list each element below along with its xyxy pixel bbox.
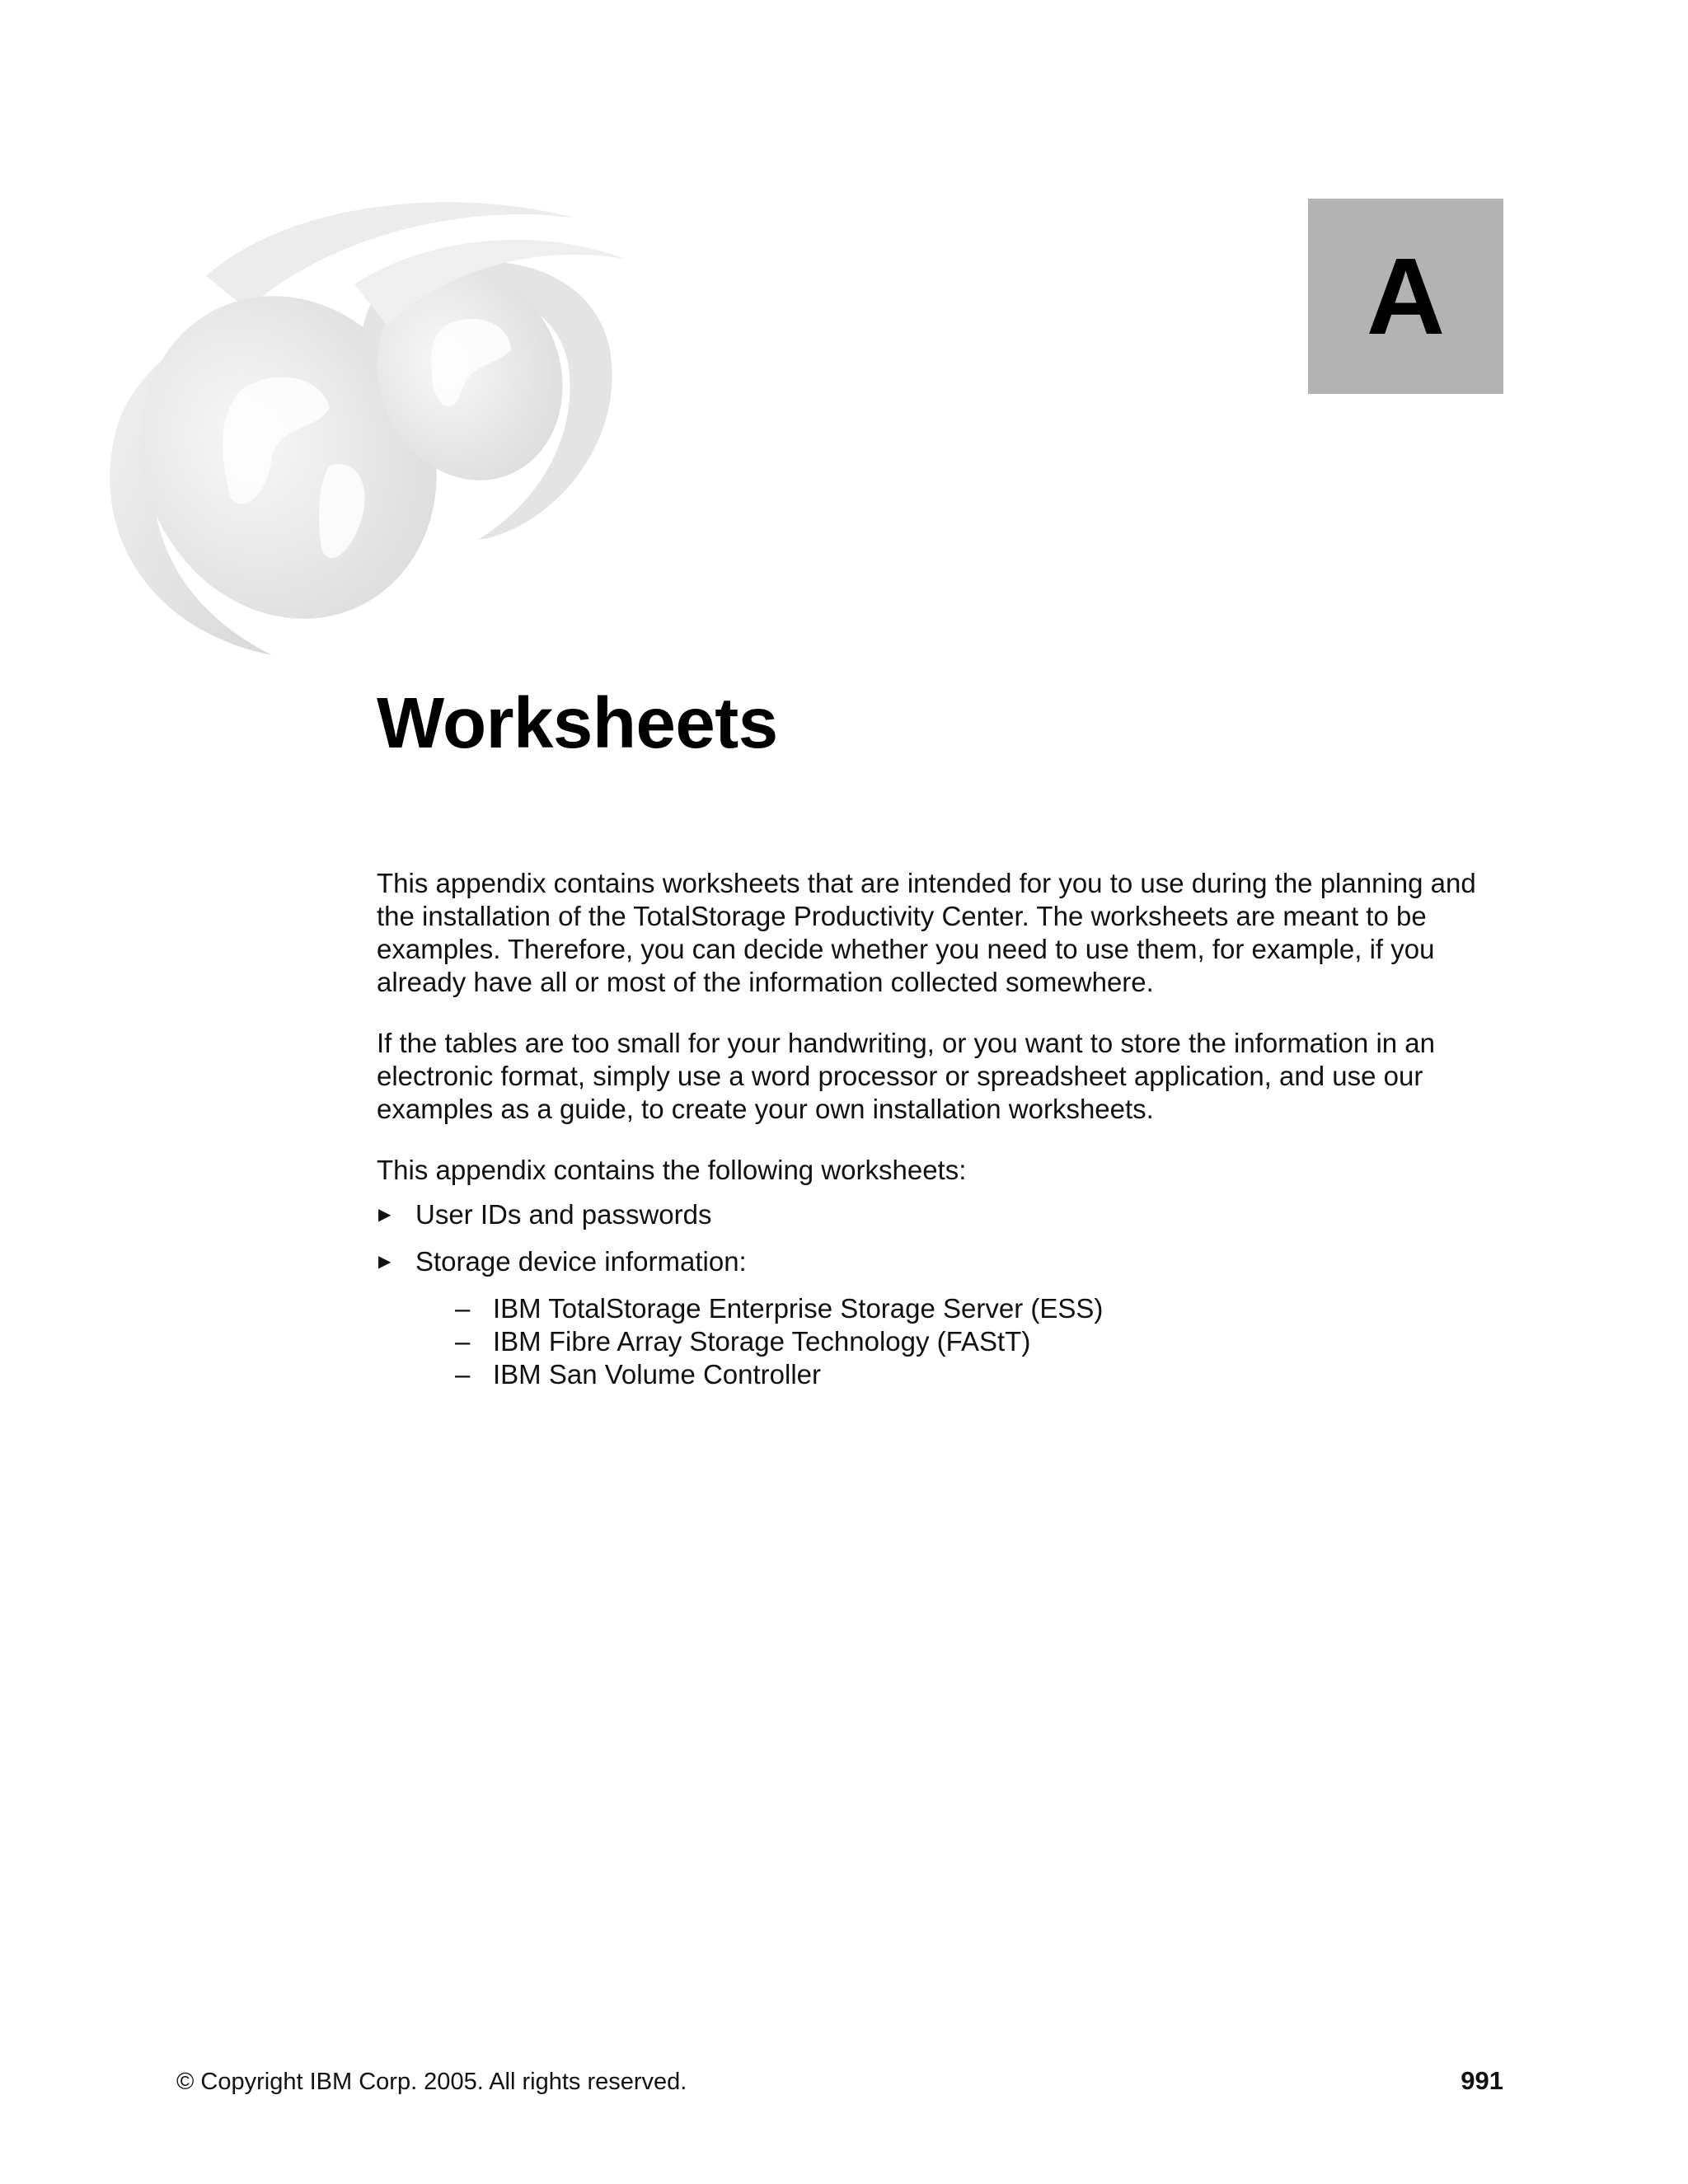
list-item-label: Storage device information: — [415, 1246, 747, 1277]
sublist-item — [455, 1358, 1514, 1391]
triangle-right-icon: ▶ — [378, 1206, 392, 1224]
intro-paragraph-1: This appendix contains worksheets that are intended for you to use during the planning and the installation of the TotalStorage Productivity Center. The worksheets are meant to be examples. Therefore, you can decide whether you need to use them, for example, if you already have all or most of the information collected somewhere. — [377, 868, 1476, 997]
triangle-right-icon: ▶ — [378, 1253, 392, 1271]
list-item-label: User IDs and passwords — [415, 1199, 712, 1230]
sublist-item-label: IBM Fibre Array Storage Technology (FAStT) — [493, 1326, 1031, 1357]
sublist-item-label: IBM San Volume Controller — [493, 1359, 822, 1390]
footer-copyright: © Copyright IBM Corp. 2005. All rights reserved. — [176, 2069, 687, 2095]
list-item — [377, 1245, 1514, 1278]
intro-paragraph-2: If the tables are too small for your handwriting, or you want to store the information in an electronic format, simply use a word processor or spreadsheet application, and use our examples as a guide, to create your own installation worksheets. — [377, 1028, 1436, 1124]
body-text — [377, 867, 1514, 1391]
sublist-item — [455, 1292, 1514, 1325]
storage-device-sublist — [377, 1292, 1514, 1391]
chapter-letter: A — [1366, 235, 1446, 357]
sublist-item-label: IBM TotalStorage Enterprise Storage Server (ESS) — [493, 1293, 1104, 1324]
dash-marker: – — [455, 1326, 471, 1357]
chapter-box — [1308, 199, 1503, 394]
dash-marker: – — [455, 1359, 471, 1390]
list-intro: This appendix contains the following worksheets: — [377, 1155, 967, 1185]
sublist-item — [455, 1325, 1514, 1358]
globe-swirl-icon — [82, 185, 676, 663]
page-number: 991 — [1461, 2066, 1503, 2095]
dash-marker: – — [455, 1293, 471, 1324]
list-item — [377, 1198, 1514, 1231]
page-title: Worksheets — [377, 683, 778, 763]
